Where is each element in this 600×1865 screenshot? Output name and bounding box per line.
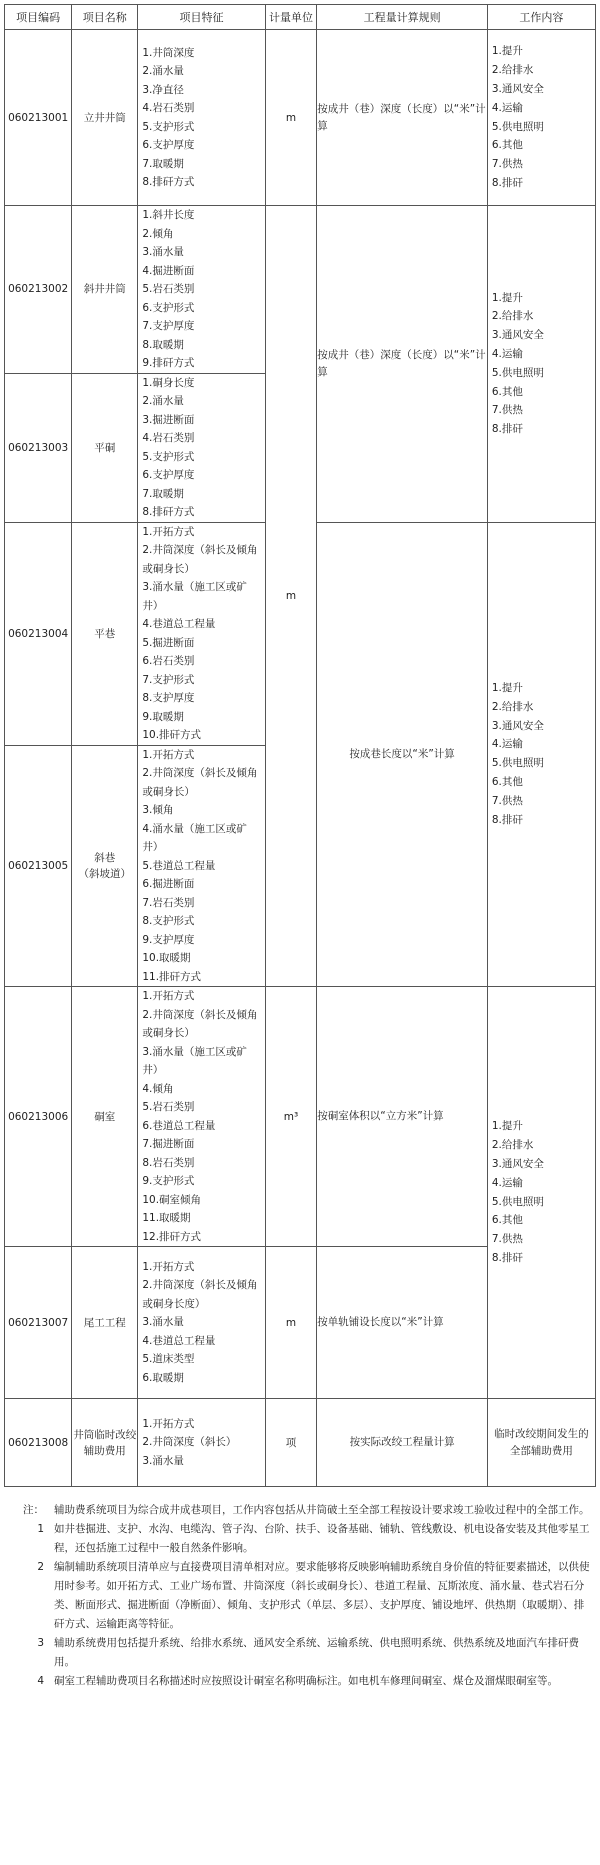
feature-cell	[138, 522, 265, 745]
work-text: 临时改绞期间发生的全部辅助费用	[494, 1427, 589, 1457]
list-item: 5.掘进断面	[142, 636, 195, 649]
item-name: 硐室	[72, 987, 138, 1247]
list-item: 2.井筒深度（斜长及倾角或硐身长）	[142, 1008, 258, 1039]
list-item: 10.硐室倾角	[142, 1193, 202, 1206]
list-item: 3.涌水量	[142, 1316, 184, 1329]
list-item: 10.取暖期	[142, 952, 191, 964]
feature-list	[138, 987, 264, 1246]
feature-list	[138, 44, 264, 192]
item-name: 立井井筒	[72, 30, 138, 206]
list-item: 8.排矸	[491, 813, 523, 826]
list-item: 5.支护形式	[142, 120, 195, 133]
list-item: 2.涌水量	[142, 395, 184, 407]
item-code: 060213006	[5, 987, 72, 1247]
list-item: 7.掘进断面	[142, 1138, 195, 1150]
header-row	[5, 5, 596, 30]
note-text: 辅助系统费用包括提升系统、给排水系统、通风安全系统、运输系统、供电照明系统、供热系统及地面汽车排矸费用。	[54, 1637, 579, 1668]
note-number: 2	[37, 1561, 44, 1573]
list-item: 7.取暖期	[142, 487, 184, 500]
list-item: 5.岩石类别	[142, 1101, 195, 1113]
feature-list	[138, 1258, 264, 1388]
list-item: 5.岩石类别	[142, 283, 195, 295]
note-text: 硐室工程辅助费项目名称描述时应按照设计硐室名称明确标注。如电机车修理间硐室、煤仓及溜煤眼硐室等。	[54, 1675, 558, 1687]
list-item: 7.取暖期	[142, 157, 184, 170]
list-item: 3.涌水量（施工区或矿井）	[142, 1045, 247, 1076]
unit-cell: m	[265, 30, 317, 206]
list-item: 3.通风安全	[491, 1157, 544, 1170]
item-name: 斜井井筒	[72, 206, 138, 374]
rule-cell	[317, 522, 488, 987]
note-item	[18, 1558, 594, 1634]
feature-list	[138, 523, 264, 745]
list-item: 5.供电照明	[491, 120, 544, 133]
list-item: 9.取暖期	[142, 710, 184, 723]
list-item: 1.硐身长度	[142, 376, 195, 389]
list-item: 4.岩石类别	[142, 102, 195, 114]
list-item: 5.供电照明	[491, 757, 544, 770]
list-item: 5.支护形式	[142, 450, 195, 463]
list-item: 1.井筒深度	[142, 46, 195, 59]
item-name-cell	[72, 745, 138, 987]
feature-cell	[138, 30, 265, 206]
list-item: 3.涌水量	[142, 1454, 184, 1467]
note-text: 编制辅助系统项目清单应与直接费项目清单相对应。要求能够将反映影响辅助系统自身价值的特征要素描述，以供使用时参考。如开拓方式、工业广场布置、井筒深度（斜长或硐身长）、巷道工程量、瓦斯浓度、涌水量、巷式岩石分类、断面形式、掘进断面（净断面）、倾角、支护形式（单层、多层）、支护厚度、铺设地坪、供热期（取暖期）、排矸方式、运输距离等特征。	[54, 1561, 590, 1630]
list-item: 1.开拓方式	[142, 748, 195, 761]
list-item: 8.排矸方式	[142, 176, 195, 188]
list-item: 6.其他	[491, 1214, 523, 1227]
list-item: 8.排矸	[491, 176, 523, 189]
work-cell	[487, 1399, 595, 1487]
list-item: 1.开拓方式	[142, 1417, 195, 1430]
list-item: 2.倾角	[142, 227, 174, 240]
list-item: 9.支护厚度	[142, 933, 195, 946]
list-item: 4.倾角	[142, 1082, 174, 1095]
work-cell	[487, 522, 595, 987]
item-code: 060213007	[5, 1247, 72, 1399]
notes-block	[4, 1501, 594, 1691]
list-item: 1.开拓方式	[142, 990, 195, 1002]
table-row	[5, 987, 596, 1247]
list-item: 4.运输	[491, 101, 523, 114]
list-item: 2.井筒深度（斜长及倾角或硐身长度）	[142, 1279, 258, 1310]
feature-list	[138, 1415, 264, 1471]
header-features: 项目特征	[138, 5, 265, 30]
feature-cell	[138, 1247, 265, 1399]
unit-cell: m	[265, 206, 317, 987]
list-item: 4.涌水量（施工区或矿井）	[142, 822, 247, 853]
note-number: 4	[37, 1675, 44, 1687]
list-item: 1.提升	[491, 682, 523, 695]
note-item	[18, 1501, 594, 1558]
list-item: 2.涌水量	[142, 65, 184, 77]
table-row	[5, 1399, 596, 1487]
note-item	[18, 1634, 594, 1672]
list-item: 1.提升	[491, 1120, 523, 1133]
list-item: 6.支护厚度	[142, 469, 195, 481]
header-code: 项目编码	[5, 5, 72, 30]
work-list	[488, 42, 595, 192]
feature-cell	[138, 373, 265, 522]
list-item: 8.排矸	[491, 1251, 523, 1264]
list-item: 7.供热	[491, 404, 523, 417]
list-item: 6.取暖期	[142, 1371, 184, 1384]
list-item: 6.其他	[491, 139, 523, 152]
list-item: 4.掘进断面	[142, 264, 195, 277]
note-item	[18, 1672, 594, 1691]
item-code: 060213002	[5, 206, 72, 374]
rule-cell: 按成井（巷）深度（长度）以“米”计算	[317, 206, 488, 523]
list-item: 1.斜井长度	[142, 209, 195, 221]
feature-list	[138, 374, 264, 522]
list-item: 7.支护形式	[142, 673, 195, 686]
list-item: 7.支护厚度	[142, 320, 195, 332]
list-item: 8.支护厚度	[142, 692, 195, 704]
list-item: 8.岩石类别	[142, 1156, 195, 1169]
list-item: 2.给排水	[491, 1139, 534, 1152]
list-item: 6.其他	[491, 776, 523, 789]
item-name: 平硐	[72, 373, 138, 522]
list-item: 1.开拓方式	[142, 525, 195, 538]
list-item: 4.巷道总工程量	[142, 1334, 216, 1347]
header-name: 项目名称	[72, 5, 138, 30]
unit-cell: 项	[265, 1399, 317, 1487]
item-code: 060213005	[5, 745, 72, 987]
list-item: 4.岩石类别	[142, 432, 195, 444]
list-item: 2.给排水	[491, 310, 534, 323]
list-item: 2.给排水	[491, 700, 534, 713]
rule-text: 按成巷长度以“米”计算	[349, 747, 455, 760]
list-item: 3.倾角	[142, 804, 174, 816]
list-item: 5.巷道总工程量	[142, 859, 216, 872]
list-item: 6.巷道总工程量	[142, 1119, 216, 1132]
list-item: 8.取暖期	[142, 338, 184, 351]
list-item: 7.供热	[491, 158, 523, 171]
rule-cell: 按单轨铺设长度以“米”计算	[317, 1247, 488, 1399]
rule-cell	[317, 1399, 488, 1487]
item-name-sub: （斜坡道）	[78, 867, 132, 880]
feature-list	[138, 206, 264, 373]
rule-cell: 按成井（巷）深度（长度）以“米”计算	[317, 30, 488, 206]
feature-cell	[138, 206, 265, 374]
list-item: 8.排矸	[491, 423, 523, 436]
feature-list	[138, 746, 264, 987]
note-number: 3	[37, 1637, 44, 1649]
list-item: 6.岩石类别	[142, 655, 195, 667]
note-text: 辅助费系统项目为综合成井成巷项目，工作内容包括从井筒破土至全部工程按设计要求竣工验收过程中的全部工作。如井巷掘进、支护、水沟、电缆沟、管子沟、台阶、扶手、设备基础、铺轨、管线敷设、机电设备安装及其他零星工程，还包括施工过程中一般自然条件影响。	[54, 1504, 590, 1554]
list-item: 8.排矸方式	[142, 506, 195, 518]
list-item: 6.其他	[491, 385, 523, 398]
list-item: 5.道床类型	[142, 1353, 195, 1366]
rule-cell: 按硐室体积以“立方米”计算	[317, 987, 488, 1247]
list-item: 10.排矸方式	[142, 729, 202, 741]
work-list	[488, 1117, 595, 1267]
work-cell	[487, 30, 595, 206]
item-name: 平巷	[72, 522, 138, 745]
list-item: 3.净直径	[142, 83, 184, 96]
header-rule: 工程量计算规则	[317, 5, 488, 30]
list-item: 7.岩石类别	[142, 896, 195, 909]
list-item: 3.掘进断面	[142, 413, 195, 426]
item-code: 060213008	[5, 1399, 72, 1487]
list-item: 3.涌水量（施工区或矿井）	[142, 581, 247, 612]
list-item: 9.排矸方式	[142, 357, 195, 369]
rule-text: 按实际改绞工程量计算	[349, 1436, 455, 1448]
list-item: 11.排矸方式	[142, 970, 202, 983]
list-item: 8.支护形式	[142, 915, 195, 927]
work-cell	[487, 987, 595, 1399]
feature-cell	[138, 987, 265, 1247]
list-item: 4.运输	[491, 347, 523, 360]
unit-cell: m³	[265, 987, 317, 1247]
item-code: 060213004	[5, 522, 72, 745]
work-cell	[487, 206, 595, 523]
unit-cell: m	[265, 1247, 317, 1399]
list-item: 3.涌水量	[142, 246, 184, 258]
list-item: 5.供电照明	[491, 366, 544, 379]
feature-cell	[138, 745, 265, 987]
list-item: 9.支护形式	[142, 1175, 195, 1187]
list-item: 2.井筒深度（斜长及倾角或硐身长）	[142, 767, 258, 798]
list-item: 6.支护形式	[142, 301, 195, 314]
list-item: 1.提升	[491, 291, 523, 304]
note-number: 注：1	[23, 1504, 44, 1535]
list-item: 6.支护厚度	[142, 139, 195, 151]
list-item: 2.给排水	[491, 64, 534, 77]
item-code: 060213001	[5, 30, 72, 206]
list-item: 4.运输	[491, 1176, 523, 1189]
header-unit: 计量单位	[265, 5, 317, 30]
item-name: 尾工工程	[72, 1247, 138, 1399]
list-item: 12.排矸方式	[142, 1230, 202, 1243]
list-item: 3.通风安全	[491, 329, 544, 342]
list-item: 2.井筒深度（斜长及倾角或硐身长）	[142, 544, 258, 575]
list-item: 1.开拓方式	[142, 1260, 195, 1273]
work-list	[488, 289, 595, 439]
feature-cell	[138, 1399, 265, 1487]
list-item: 2.井筒深度（斜长）	[142, 1436, 237, 1449]
header-work: 工作内容	[487, 5, 595, 30]
list-item: 5.供电照明	[491, 1195, 544, 1208]
item-name: 井筒临时改绞辅助费用	[72, 1399, 138, 1487]
table-row	[5, 206, 596, 374]
item-code: 060213003	[5, 373, 72, 522]
list-item: 3.通风安全	[491, 82, 544, 95]
table-row	[5, 30, 596, 206]
list-item: 7.供热	[491, 1233, 523, 1246]
list-item: 6.掘进断面	[142, 878, 195, 890]
list-item: 11.取暖期	[142, 1212, 191, 1224]
list-item: 4.巷道总工程量	[142, 618, 216, 630]
list-item: 1.提升	[491, 45, 523, 58]
work-list	[488, 679, 595, 829]
list-item: 3.通风安全	[491, 719, 544, 732]
item-name: 斜巷	[94, 851, 116, 864]
spec-table	[4, 4, 596, 1487]
list-item: 7.供热	[491, 794, 523, 807]
list-item: 4.运输	[491, 738, 523, 751]
